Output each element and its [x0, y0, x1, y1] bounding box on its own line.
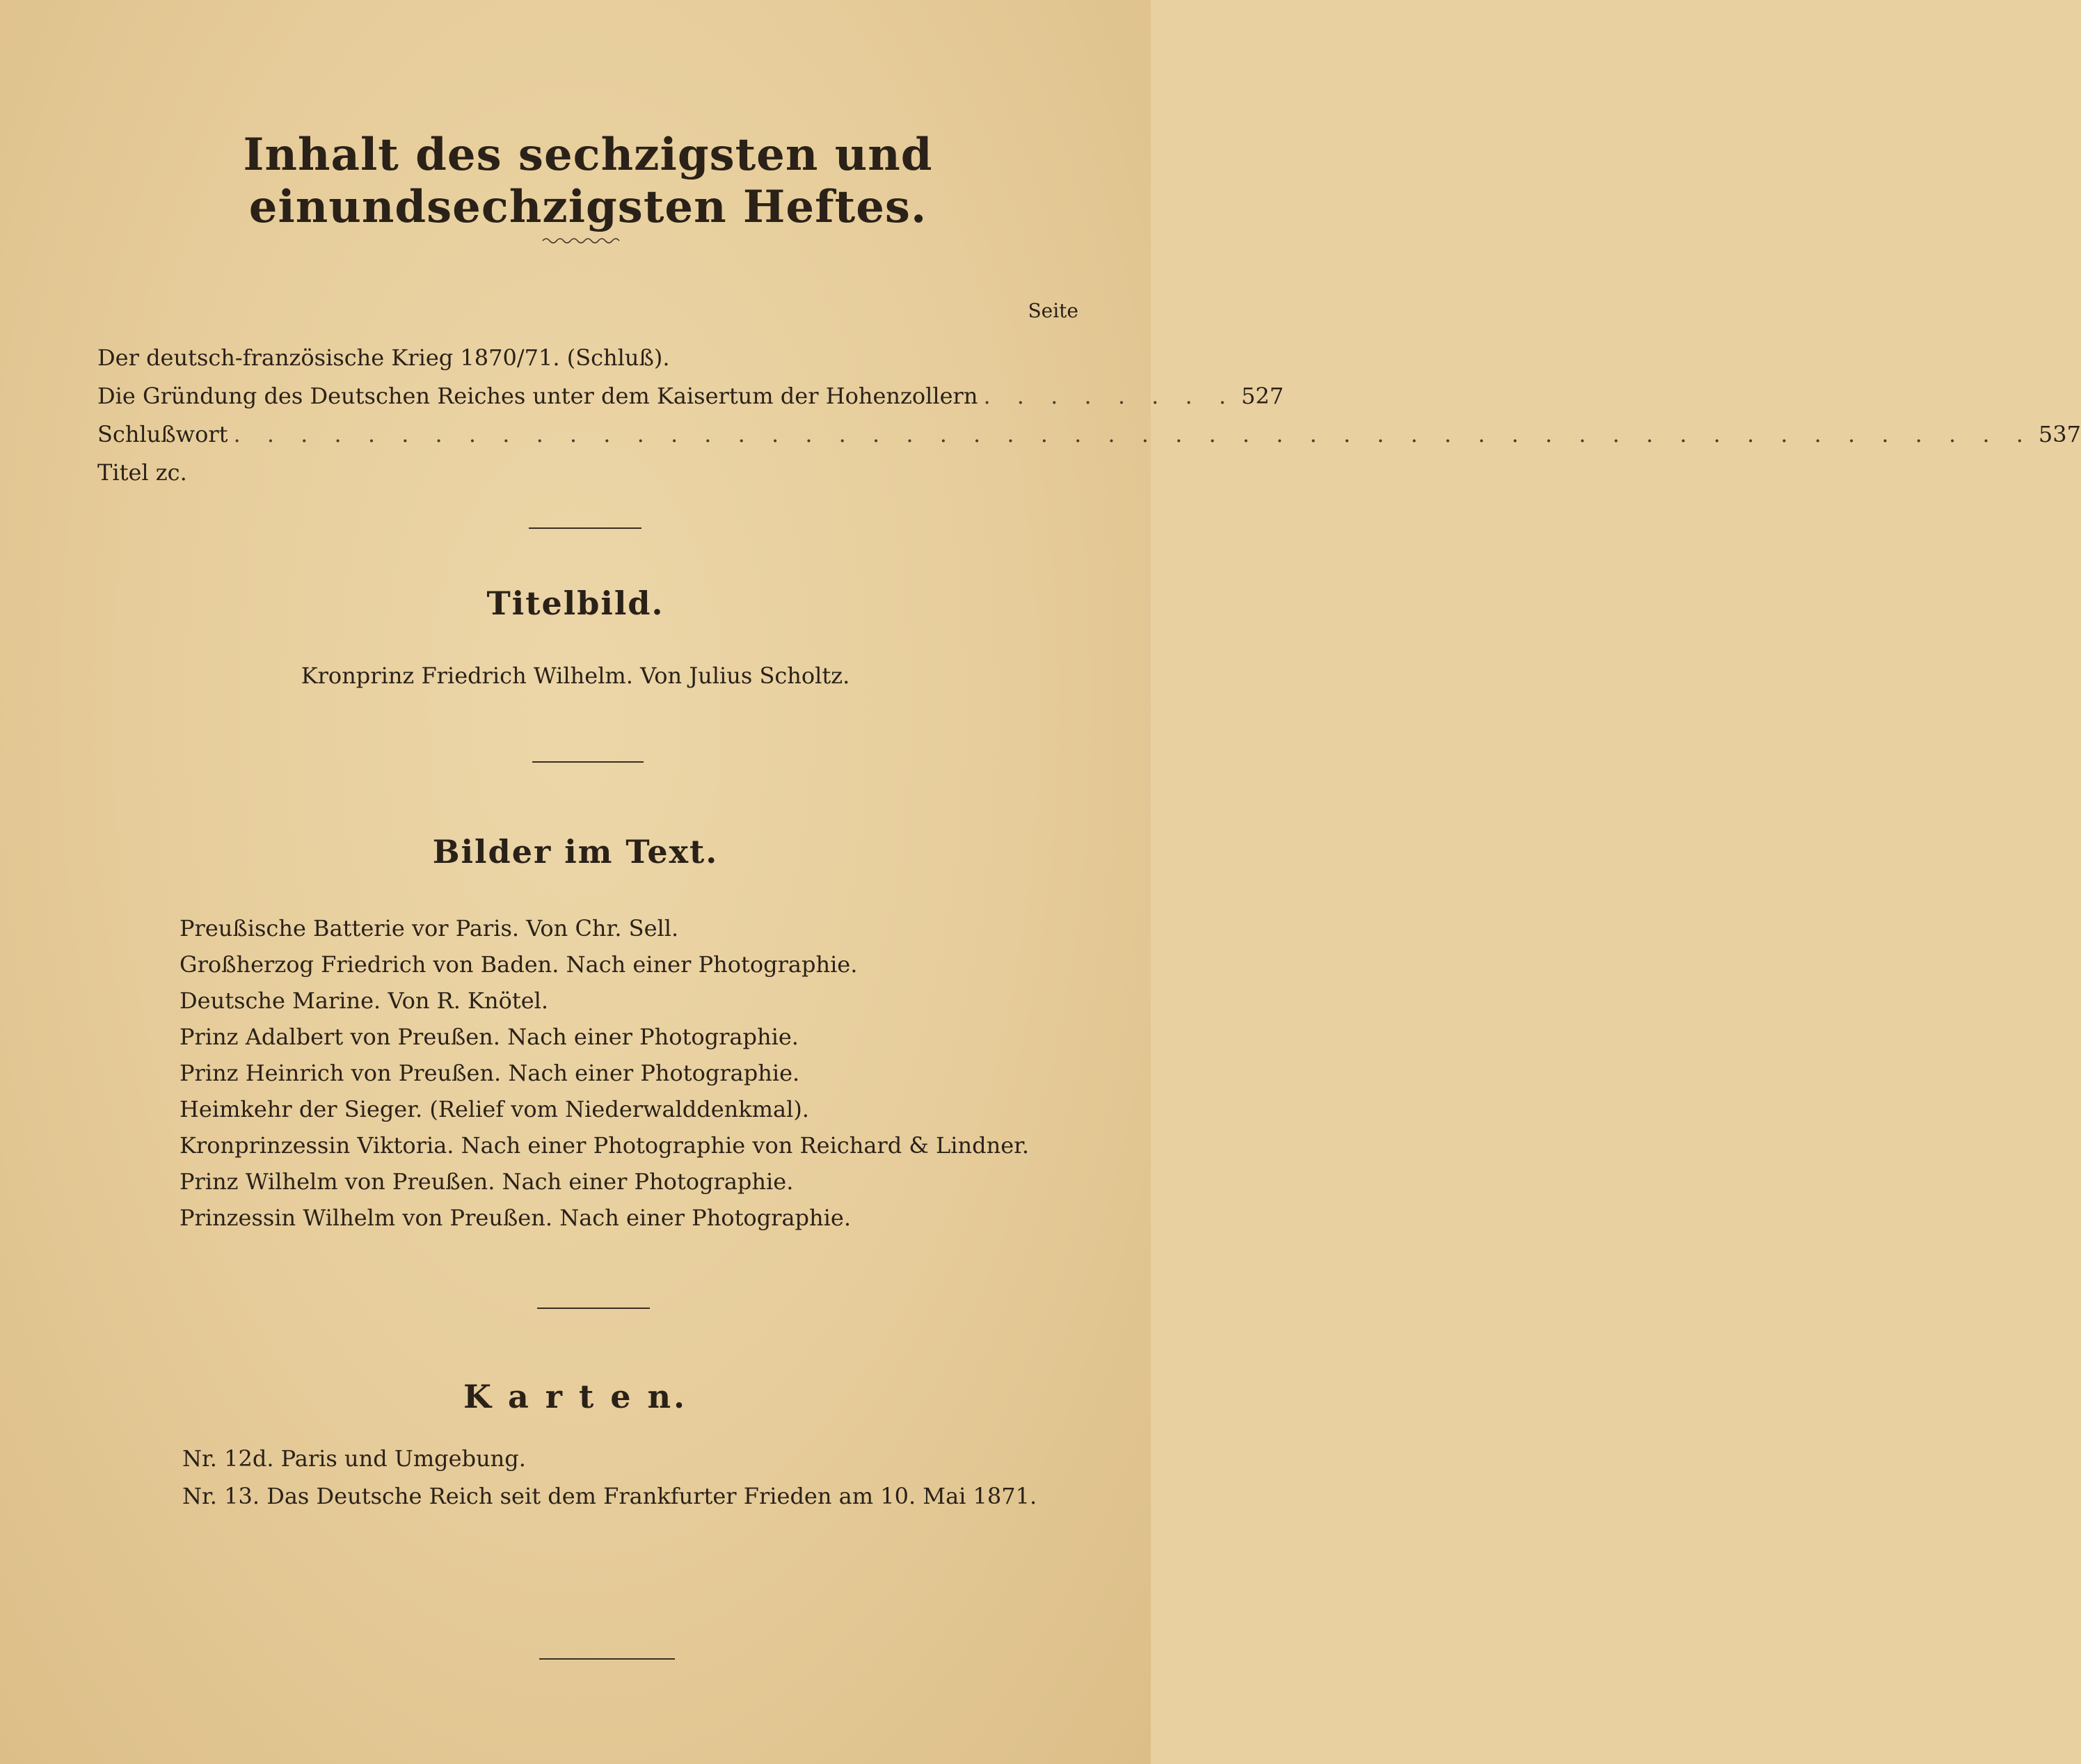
map-item: Nr. 13. Das Deutsche Reich seit dem Frankfurter Frieden am 10. Mai 1871. — [182, 1483, 1037, 1509]
list-item: Prinzessin Wilhelm von Preußen. Nach einer Photographie. — [180, 1205, 851, 1231]
list-item: Kronprinzessin Viktoria. Nach einer Photographie von Reichard & Lindner. — [180, 1132, 1030, 1159]
ornament-squiggle — [543, 237, 619, 245]
page-title: Inhalt des sechzigsten und einundsechzigsten Heftes. — [243, 129, 933, 233]
list-item: Großherzog Friedrich von Baden. Nach einer Photographie. — [180, 951, 858, 978]
list-item: Heimkehr der Sieger. (Relief vom Niederwalddenkmal). — [180, 1096, 809, 1122]
section-heading-titelbild: Titelbild. — [486, 585, 664, 622]
divider — [532, 761, 644, 763]
toc-entry — [97, 383, 1284, 413]
divider — [537, 1308, 650, 1309]
list-item: Prinz Wilhelm von Preußen. Nach einer Photographie. — [180, 1168, 794, 1195]
list-item: Prinz Heinrich von Preußen. Nach einer Photographie. — [180, 1060, 800, 1086]
toc-entry-text: Titel zc. — [97, 459, 187, 486]
toc-entry-text: Der deutsch-französische Krieg 1870/71. (Schluß). — [97, 344, 670, 371]
toc-entry — [97, 421, 2081, 452]
titelbild-caption: Kronprinz Friedrich Wilhelm. Von Julius Scholtz. — [301, 662, 850, 689]
toc-entry-page: 527 — [1241, 383, 1284, 409]
leader-dots: . . . . . . . . — [983, 383, 1236, 409]
divider — [529, 527, 641, 529]
list-item: Preußische Batterie vor Paris. Von Chr. Sell. — [180, 915, 679, 941]
map-item: Nr. 12d. Paris und Umgebung. — [182, 1445, 526, 1472]
toc-entry — [97, 459, 1078, 490]
divider — [539, 1658, 675, 1660]
list-item: Deutsche Marine. Von R. Knötel. — [180, 987, 549, 1014]
toc-entry — [97, 344, 1078, 375]
toc-entry-text: Die Gründung des Deutschen Reiches unter dem Kaisertum der Hohenzollern — [97, 383, 978, 409]
section-heading-karten: K a r t e n. — [463, 1378, 688, 1415]
section-heading-bilder: Bilder im Text. — [432, 833, 719, 871]
leader-dots: . . . . . . . . . . . . . . . . . . . . . . . . . . . . . . . . . . . . . . . . . . . . . . . . . . . . . . — [233, 421, 2033, 447]
page-column-label: Seite — [1028, 299, 1078, 322]
toc-entry-text: Schlußwort — [97, 421, 228, 447]
list-item: Prinz Adalbert von Preußen. Nach einer Photographie. — [180, 1024, 799, 1050]
toc-entry-page: 537 — [2038, 421, 2081, 447]
